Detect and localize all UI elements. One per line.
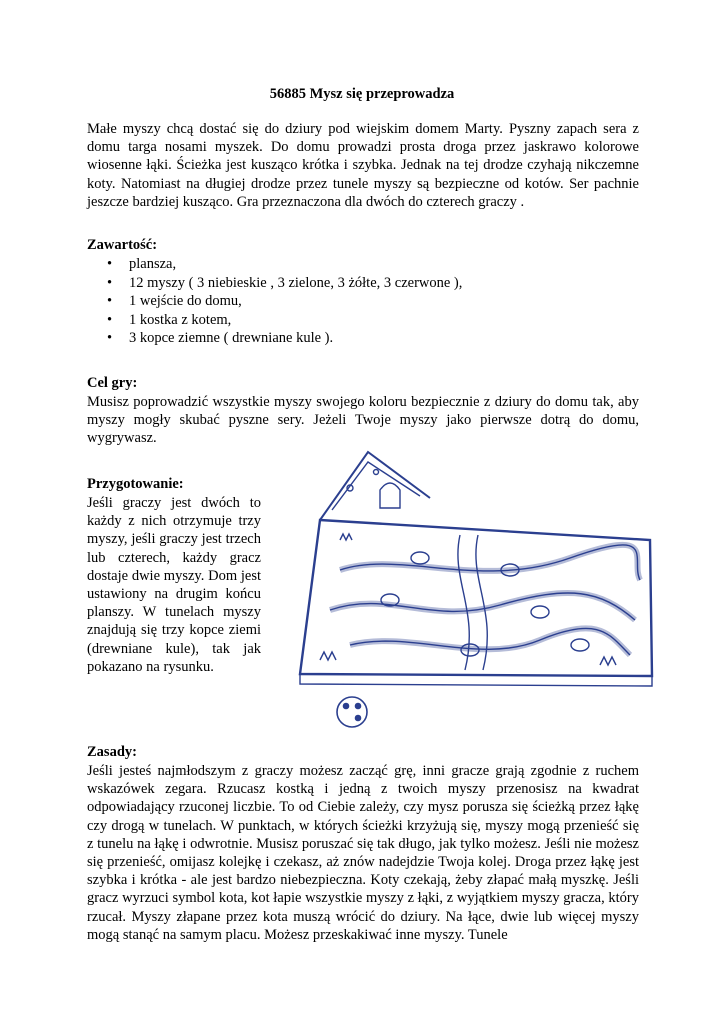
goal-heading: Cel gry: xyxy=(87,375,138,391)
list-item: • plansza, xyxy=(87,255,462,274)
contents-list xyxy=(87,255,462,348)
list-item: • 3 kopce ziemne ( drewniane kule ). xyxy=(87,329,462,348)
rules-paragraph: Jeśli jesteś najmłodszym z graczy możesz zacząć grę, inni gracze grają zgodnie z ruchem wskazówek zegara. Rzucasz kostką i jedną z twoich myszy przenosisz na kwadrat odpowiadający rzuconej liczbie. To od Ciebie zależy, czy mysz porusza się ścieżką przez łąkę czy drogą w tunelach. W punktach, w których ścieżki krzyżują się, myszy mogą przenieść się z tunelu na łąkę i odwrotnie. Musisz poruszać się tak długo, jak tylko możesz. Jeśli nie możesz się przenieść, omijasz kolejkę i czekasz, aż znów nadejdzie Twoja kolej. Droga przez łąkę jest szybka i krótka - ale jest bardzo niebezpieczna. Koty czekają, żeby złapać małą myszkę. Jeśli gracz wyrzuci symbol kota, kot łapie wszystkie myszy z łąki, z wyjątkiem myszy gracza, który rzucał. Myszy złapane przez kota muszą wrócić do dziury. Na łące, dwie lub więcej myszy mogą stanąć na samym placu. Możesz przeskakiwać inne myszy. Tunele xyxy=(87,763,639,943)
setup-paragraph: Jeśli graczy jest dwóch to każdy z nich otrzymuje trzy myszy, jeśli graczy jest trzech lub czterech, każdy gracz dostaje dwie myszy. Dom jest ustawiony na drugim końcu planszy. W tunelach myszy znajdują się trzy kopce ziemi (drewniane kule), tak jak pokazano na rysunku. xyxy=(87,495,261,675)
setup-heading: Przygotowanie: xyxy=(87,476,184,492)
list-item: • 1 kostka z kotem, xyxy=(87,311,462,330)
rules-heading: Zasady: xyxy=(87,744,137,760)
list-item: • 1 wejście do domu, xyxy=(87,292,462,311)
page-title: 56885 Mysz się przeprowadza xyxy=(269,86,455,102)
list-item: • 12 myszy ( 3 niebieskie , 3 zielone, 3 żółte, 3 czerwone ), xyxy=(87,274,462,293)
game-board-illustration xyxy=(280,440,672,732)
contents-heading: Zawartość: xyxy=(87,237,158,253)
intro-paragraph: Małe myszy chcą dostać się do dziury pod wiejskim domem Marty. Pyszny zapach sera z domu targa nosami myszek. Do domu prowadzi prosta droga przez jaskrawo kolorowe wiosenne łąki. Ścieżka jest kusząco krótka i szybka. Jednak na tej drodze czyhają nikczemne koty. Natomiast na długiej drodze przez tunele myszy są bezpieczne od kotów. Ser pachnie jeszcze bardziej kusząco. Gra przeznaczona dla dwóch do czterech graczy . xyxy=(87,121,639,210)
goal-paragraph: Musisz poprowadzić wszystkie myszy swojego koloru bezpiecznie z dziury do domu tak, aby myszy mogły skubać pyszne sery. Jeżeli Twoje myszy jako pierwsze dotrą do domu, wygrywasz. xyxy=(87,394,639,447)
